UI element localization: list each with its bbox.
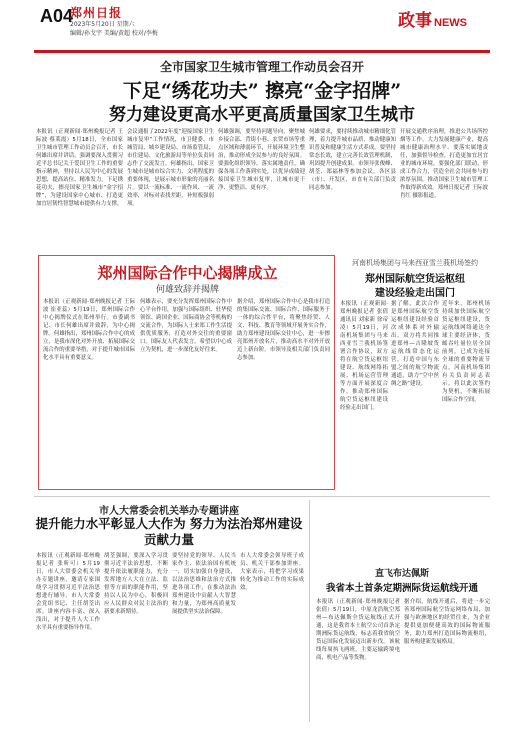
flight-story-column-1: 本报讯（正观新闻·郑州晚报记者 张倩）5月19日，中原龙浩航空郑州—布达佩斯全货运航线正式开通，这是我省本土航空公司首条定期洲际货运航线，标志着我省航空货运国际化发展迈出新步伐。该航线每周执飞两班，主要运输跨境电商、机电产品等货物。 — [316, 599, 400, 661]
boxed-story-headline: 郑州国际合作中心揭牌成立 — [97, 264, 278, 282]
boxed-story-column-3: 据介绍，郑州国际合作中心是我市打造的集国际交流、国际合作、国际服务于一体的综合性平台，将聚焦经贸、人文、科技、教育等领域开展务实合作，助力郑州建设国际交往中心，进一步擦亮郑州开放名片，推动高水平对外开放迈上新台阶。市领导及相关部门负责同志参加。 — [237, 299, 330, 361]
boxed-story — [38, 255, 335, 490]
top-story-column-3: 何雄强调，要坚持问题导向，聚焦城乡接合部、背街小巷、农贸市场等重点区域和薄弱环节，开展环境卫生整治，推动形成全民参与的良好氛围。要强化组织领导，落实属地责任，确保各项工作落到实处，以优异成绩迎接国家卫生城市复审，让城市更干净、更整洁、更有序。 — [218, 129, 305, 191]
boxed-story-subhead: 何雄致辞并揭牌 — [155, 285, 219, 295]
airport-story-column-3: 近年来，郑州机场持续加快国际航空货运枢纽建设，货运航线网络通达全球主要经济体，货邮吞吐量位居全国前列，已成为连接全球的重要物流节点。河南机场集团有关负责同志表示，将以此次签约为契机，不断拓展国际合作空间。 — [442, 301, 490, 403]
page-header — [0, 0, 514, 52]
airport-story-headline-1: 郑州国际航空货运枢纽 — [365, 274, 465, 285]
law-story-headline: 提升能力水平彰显人大作为 努力为法治郑州建设贡献力量 — [35, 516, 303, 547]
top-story-column-4: 何雄要求，要持续推动城市精细化管理，着力提升城市品质，推动健康知识普及和健康生活方式养成。要坚持常态长效，建立完善长效管理机制，巩固提升创建成果。市领导张俊峰、胡荃、郑福林等参加会议。各区县（市）、开发区，市直有关部门负责同志参加。 — [309, 129, 396, 191]
section-title — [398, 6, 467, 31]
newspaper-logo: 郑州日报 — [70, 6, 123, 20]
header-rule — [34, 50, 490, 53]
column-divider — [309, 500, 310, 722]
airport-story-headline-2: 建设经验走出国门 — [375, 288, 455, 299]
law-story-column-4: 市人大常委会领导班子成员、机关干部参加讲座。大家表示，将把学习成果转化为推动工作的实际成效。 — [240, 553, 304, 591]
airport-story-kicker: 河南机场集团与马来西亚雪兰莪机场签约 — [352, 259, 478, 267]
law-story-column-1: 本报讯（正观新闻·郑州晚报记者 张昕可）5月19日，市人大常委会机关举办专题讲座，邀请专家围绕学习贯彻习近平法治思想进行辅导，市人大常委会党组书记、主任胡荃出席。讲座内容丰富、深入浅出，对于提升人大工作水平具有重要指导作用。 — [36, 553, 100, 631]
top-story-column-2: 会议通报了2022年度“迎接国家卫生城市复审”工作情况，市卫健委、市城管局、城乡建设局、市场监管局、市住建局、文化旅游局等单位负责同志作了交流发言。何雄指出，国家卫生城市是城市综合实力、文明程度的重要体现，是展示城市形象的亮丽名片。要以一流标准、一流作风、一流效率，对标对表找差距，补短板强弱项。 — [127, 129, 214, 207]
top-story-kicker: 全市国家卫生城市管理工作动员会召开 — [159, 60, 364, 74]
flight-story-column-2: 据介绍，航线开通后，将进一步完善郑州国际航空货运网络布局，加强与欧洲地区的经贸往来，为企业提供更加便捷高效的国际物流服务，助力郑州打造国际物流枢纽，服务构建新发展格局。 — [404, 599, 490, 645]
airport-story-column-1: 本报讯（正观新闻·郑州晚报记者 张倩 通讯员 刘家新 徐帝凌）5月19日，河南机场集团与马来西亚雪兰莪机场签署合作协议，双方将在航空货运枢纽建设、航线网络拓展、机场运营管理等方面开展深度合作，推动郑州国际航空货运枢纽建设经验走出国门。 — [340, 301, 388, 411]
section-name: 政事 — [398, 11, 432, 31]
flight-story-kicker: 直飞布达佩斯 — [374, 569, 429, 579]
top-story-headline-2: 努力建设更高水平更高质量国家卫生城市 — [109, 105, 415, 125]
boxed-story-column-2: 何雄表示，要充分发挥郑州国际合作中心平台作用，加强与国际组织、驻华使领馆、跨国企业、国际商协会等机构的交流合作，为国际人士来郑工作生活提供优质服务，打造对外交往的重要窗口。国际友人代表发言，希望以中心成立为契机，进一步深化友好往来。 — [140, 299, 232, 353]
header-date: 2023年5月20日 星期六 — [70, 21, 135, 28]
law-story-column-3: 要坚持党的领导、人民当家作主、依法治国有机统一，切实加强自身建设，以法治思维和法治方式推进各项工作，在推动法治郑州建设中贡献人大智慧和力量，为郑州高质量发展提供坚实法治保障。 — [172, 553, 236, 615]
law-story-kicker: 市人大常委会机关举办专题讲座 — [99, 506, 239, 517]
section-name-en: NEWS — [434, 17, 467, 29]
header-editors: 编辑/孙戈宇 美编/黄超 校对/李梅 — [70, 30, 158, 37]
airport-story-column-2: 据了解，此次合作是郑州国际航空货运枢纽建设经验首次成体系对外输出。双方将共同推进郑州—吉隆坡货运航线常态化运营，打造中国与东盟之间的航空物流通道，助力“空中丝绸之路”建设。 — [391, 301, 439, 387]
flight-story-headline: 我省本土首条定期洲际货运航线开通 — [325, 583, 478, 594]
boxed-story-column-1: 本报讯（正观新闻·郑州晚报记者 王际波 崔亚蕊）5月19日，郑州国际合作中心揭牌仪式在郑州举行。市委副书记、市长何雄出席并致辞，为中心揭牌。何雄指出，郑州国际合作中心的成立，是我市深化对外开放、拓展国际交流合作的重要举措，对于提升城市国际化水平具有重要意义。 — [43, 299, 135, 361]
law-story-column-2: 胡荃强调，要深入学习贯彻习近平法治思想，不断提升依法履职能力，充分发挥地方人大在立法、监督等方面的职能作用，坚持以人民为中心，积极回应人民群众对民主法治的新要求新期待。 — [104, 553, 168, 615]
section-divider — [34, 496, 490, 497]
header-meta — [70, 20, 230, 38]
top-story-headline-1: 下足“绣花功夫” 擦亮“金字招牌” — [122, 80, 402, 102]
page-number: A04 — [40, 6, 74, 26]
top-story-column-5: 开展交通秩序治理，推进公共场所控烟等工作。大力发展健康产业，提高城市健康治理水平。要落实属地责任，加强督导检查，打造更加宜居宜业的城市环境。要强化部门联动，形成工作合力，营造全社会共同参与的浓厚氛围，推动国家卫生城市管理工作取得新成效。郑州日报记者 王际波 肖红 摄影报道。 — [400, 129, 488, 199]
top-story-column-1: 本报讯（正观新闻·郑州晚报记者 王际波 蔡莱霞）5月18日，全市国家卫生城市管理工作动员会召开，市长何雄出席并讲话，强调要深入贯彻习近平总书记关于爱国卫生工作的重要指示精神，坚持以人民为中心的发展思想，提高站位、精准发力，下足绣花功夫，擦亮国家卫生城市“金字招牌”，为建设国家中心城市、打造更加宜居韧性智慧城市提供有力支撑。 — [36, 129, 123, 207]
